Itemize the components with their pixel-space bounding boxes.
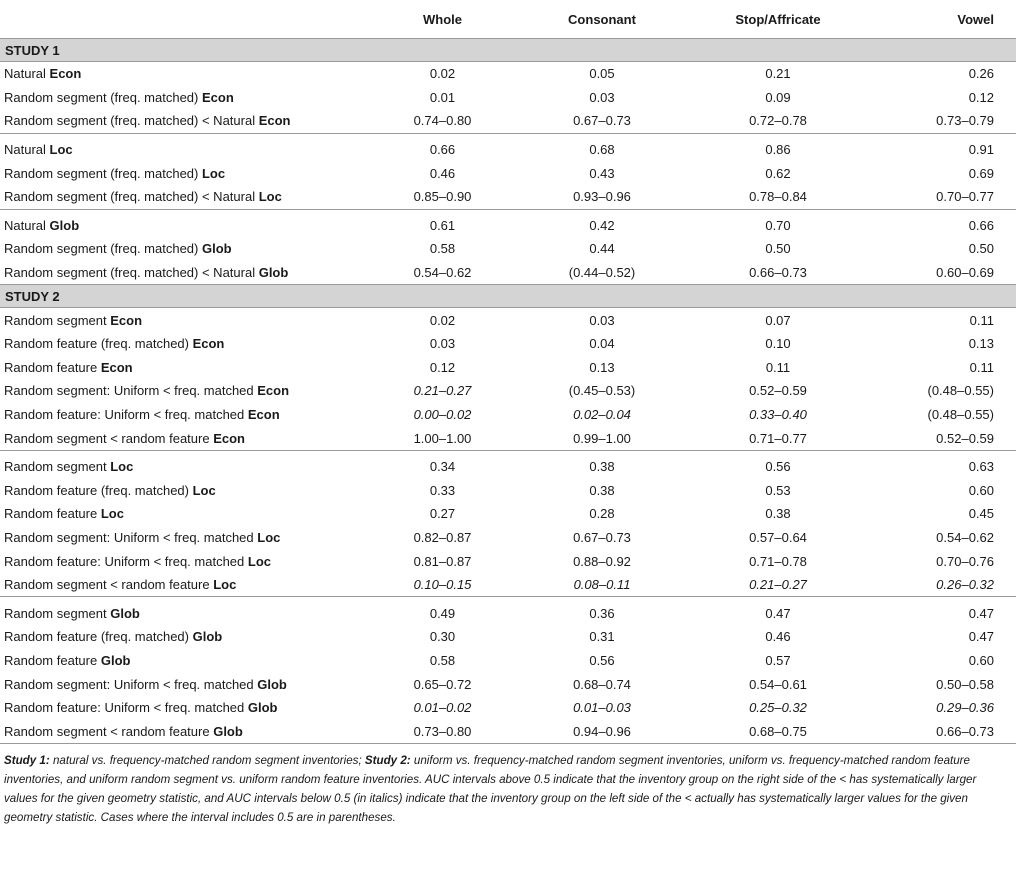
- table-row: [0, 426, 1016, 450]
- row-label: [0, 185, 370, 209]
- table-row: [0, 672, 1016, 696]
- table-row: [0, 237, 1016, 261]
- cell-vowel: 0.47: [968, 605, 994, 621]
- footnote-study1-label: Study 1:: [4, 754, 50, 768]
- row-label-statistic: Loc: [257, 529, 281, 545]
- cell-whole: 0.02: [429, 312, 456, 328]
- cell-consonant: 0.31: [589, 629, 615, 645]
- table-row: [0, 209, 1016, 237]
- row-label-statistic: Loc: [110, 459, 134, 475]
- cell-whole: 0.34: [429, 459, 456, 475]
- cell-consonant: 0.42: [589, 217, 615, 233]
- cell-vowel: 0.54–0.62: [936, 529, 994, 545]
- row-label: [0, 161, 370, 185]
- table-row: [0, 597, 1016, 625]
- row-label-statistic: Glob: [247, 700, 278, 716]
- cell-stop-affricate: 0.62: [765, 165, 791, 181]
- study-title: STUDY 2: [0, 285, 1016, 308]
- cell-whole: 0.85–0.90: [370, 185, 515, 209]
- cell-whole: 0.02: [429, 66, 456, 82]
- row-label: [0, 426, 370, 450]
- cell-stop-affricate: 0.68–0.75: [689, 719, 867, 743]
- cell-stop-affricate: 0.46: [765, 629, 791, 645]
- cell-consonant: 0.93–0.96: [515, 185, 689, 209]
- row-label-statistic: Glob: [258, 265, 289, 281]
- table-row: [0, 161, 1016, 185]
- cell-vowel: 0.63: [968, 459, 994, 475]
- cell-consonant: 0.99–1.00: [515, 426, 689, 450]
- cell-consonant: 0.03: [589, 89, 615, 105]
- row-label: [0, 549, 370, 573]
- row-label-text: Random segment: [4, 312, 111, 328]
- cell-vowel: 0.66–0.73: [867, 719, 1016, 743]
- row-label-text: Random segment (freq. matched): [4, 89, 202, 105]
- row-label: [0, 696, 370, 720]
- row-label-text: Random segment < random feature: [4, 577, 214, 593]
- cell-whole: 0.12: [429, 359, 456, 375]
- cell-consonant: 0.03: [589, 312, 615, 328]
- cell-stop-affricate: 0.56: [765, 459, 791, 475]
- cell-stop-affricate: 0.21–0.27: [689, 573, 867, 597]
- row-label-text: Random segment < random feature: [4, 723, 214, 739]
- row-label-statistic: Econ: [49, 66, 82, 82]
- cell-consonant: 0.67–0.73: [515, 109, 689, 133]
- row-label-statistic: Loc: [49, 142, 73, 158]
- cell-vowel: 0.73–0.79: [867, 109, 1016, 133]
- col-header-whole: Whole: [370, 0, 515, 39]
- cell-consonant: 0.88–0.92: [573, 553, 631, 569]
- row-label-statistic: Econ: [257, 383, 290, 399]
- cell-stop-affricate: 0.47: [765, 605, 791, 621]
- table-row: [0, 109, 1016, 133]
- cell-whole: 0.46: [429, 165, 456, 181]
- table-row: [0, 332, 1016, 356]
- row-label-text: Random feature (freq. matched): [4, 336, 193, 352]
- cell-stop-affricate: 0.09: [765, 89, 791, 105]
- row-label-statistic: Loc: [247, 553, 271, 569]
- table-header: [0, 0, 1016, 39]
- cell-whole: 0.58: [429, 241, 456, 257]
- row-label-text: Random feature: [4, 506, 101, 522]
- cell-vowel: 0.69: [968, 165, 994, 181]
- row-label: [0, 526, 370, 550]
- cell-vowel: 0.60: [968, 482, 994, 498]
- cell-vowel: 0.29–0.36: [936, 700, 994, 716]
- cell-vowel: 0.11: [969, 359, 994, 375]
- table-row: [0, 573, 1016, 597]
- study-header-row: [0, 285, 1016, 308]
- cell-whole: 0.03: [429, 336, 456, 352]
- cell-stop-affricate: 0.53: [765, 482, 791, 498]
- cell-whole: 0.27: [429, 506, 456, 522]
- table-row: [0, 502, 1016, 526]
- cell-whole: 0.65–0.72: [413, 676, 472, 692]
- row-label-statistic: Loc: [100, 506, 124, 522]
- cell-whole: 0.01: [429, 89, 456, 105]
- cell-whole: 0.73–0.80: [370, 719, 515, 743]
- cell-whole: 0.30: [429, 629, 456, 645]
- row-label: [0, 450, 370, 478]
- row-label: [0, 109, 370, 133]
- row-label-text: Random feature: [4, 359, 101, 375]
- cell-vowel: 0.70–0.77: [867, 185, 1016, 209]
- row-label-statistic: Loc: [201, 165, 226, 181]
- row-label: [0, 209, 370, 237]
- row-label: [0, 86, 370, 110]
- row-label: [0, 379, 370, 403]
- cell-stop-affricate: 0.86: [765, 142, 791, 158]
- cell-consonant: 0.67–0.73: [573, 529, 631, 545]
- cell-stop-affricate: 0.21: [765, 66, 791, 82]
- cell-stop-affricate: 0.11: [765, 359, 791, 375]
- table-row: [0, 719, 1016, 743]
- cell-consonant: 0.36: [589, 605, 615, 621]
- cell-stop-affricate: 0.07: [765, 312, 791, 328]
- row-label-statistic: Econ: [100, 359, 133, 375]
- cell-stop-affricate: 0.10: [765, 336, 791, 352]
- cell-consonant: 0.56: [589, 652, 615, 668]
- cell-consonant: 0.68: [589, 142, 615, 158]
- study-title: STUDY 1: [0, 39, 1016, 62]
- table-row: [0, 450, 1016, 478]
- cell-consonant: 0.43: [589, 165, 615, 181]
- row-label-statistic: Econ: [247, 407, 280, 423]
- col-header-stop-affricate: Stop/Affricate: [689, 0, 867, 39]
- row-label: [0, 133, 370, 161]
- table-row: [0, 549, 1016, 573]
- row-label-text: Natural: [4, 217, 50, 233]
- row-label: [0, 308, 370, 332]
- cell-whole: 0.49: [429, 605, 456, 621]
- cell-whole: 0.82–0.87: [413, 529, 472, 545]
- row-label-text: Random segment (freq. matched): [4, 165, 202, 181]
- row-label-text: Random segment: [4, 459, 111, 475]
- col-header-blank: [0, 0, 370, 39]
- row-label: [0, 237, 370, 261]
- cell-whole: 0.74–0.80: [370, 109, 515, 133]
- row-label-text: Random segment < random feature: [4, 430, 214, 446]
- row-label: [0, 403, 370, 427]
- row-label-text: Random segment: Uniform < freq. matched: [4, 529, 258, 545]
- row-label-statistic: Glob: [110, 605, 140, 621]
- row-label: [0, 649, 370, 673]
- row-label: [0, 62, 370, 86]
- row-label-statistic: Econ: [110, 312, 143, 328]
- row-label-text: Natural: [4, 142, 50, 158]
- cell-vowel: 0.26: [968, 66, 994, 82]
- cell-stop-affricate: 0.33–0.40: [749, 407, 807, 423]
- cell-stop-affricate: 0.25–0.32: [749, 700, 807, 716]
- row-label: [0, 356, 370, 380]
- cell-whole: 0.21–0.27: [413, 383, 472, 399]
- cell-stop-affricate: 0.54–0.61: [749, 676, 807, 692]
- row-label: [0, 719, 370, 743]
- row-label-statistic: Loc: [192, 482, 216, 498]
- cell-consonant: 0.94–0.96: [515, 719, 689, 743]
- row-label-text: Random feature: Uniform < freq. matched: [4, 700, 248, 716]
- cell-vowel: 0.66: [968, 217, 994, 233]
- cell-stop-affricate: 0.38: [765, 506, 791, 522]
- row-label-text: Random feature (freq. matched): [4, 629, 193, 645]
- row-label-statistic: Econ: [258, 113, 291, 129]
- table-row: [0, 356, 1016, 380]
- footnote-study1-text: natural vs. frequency-matched random segment inventories;: [52, 754, 365, 768]
- row-label-text: Random feature: [4, 652, 101, 668]
- footnote-study2-label: Study 2:: [364, 754, 411, 768]
- cell-consonant: 0.68–0.74: [573, 676, 631, 692]
- row-label-text: Random feature: Uniform < freq. matched: [4, 553, 248, 569]
- row-label-statistic: Glob: [257, 676, 287, 692]
- row-label-statistic: Glob: [213, 723, 243, 739]
- cell-vowel: 0.50–0.58: [936, 676, 994, 692]
- row-label-statistic: Glob: [192, 629, 223, 645]
- table-row: [0, 625, 1016, 649]
- cell-consonant: 0.01–0.03: [573, 700, 631, 716]
- row-label-text: Random segment: Uniform < freq. matched: [4, 383, 258, 399]
- row-label-statistic: Econ: [201, 89, 234, 105]
- table-row: [0, 62, 1016, 86]
- cell-vowel: 0.50: [968, 241, 994, 257]
- cell-whole: 0.01–0.02: [413, 700, 472, 716]
- cell-whole: 0.66: [429, 142, 456, 158]
- cell-stop-affricate: 0.57–0.64: [749, 529, 807, 545]
- row-label-statistic: Econ: [213, 430, 245, 446]
- cell-vowel: 0.91: [968, 142, 994, 158]
- table-row: [0, 379, 1016, 403]
- cell-consonant: 0.38: [589, 459, 615, 475]
- row-label: [0, 261, 370, 285]
- table-row: [0, 308, 1016, 332]
- cell-vowel: 0.11: [969, 312, 994, 328]
- cell-stop-affricate: 0.78–0.84: [689, 185, 867, 209]
- table-row: [0, 403, 1016, 427]
- table-row: [0, 649, 1016, 673]
- row-label-text: Random segment (freq. matched): [4, 241, 202, 257]
- cell-whole: 0.81–0.87: [413, 553, 472, 569]
- row-label: [0, 672, 370, 696]
- row-label-text: Random segment (freq. matched) < Natural: [4, 113, 259, 129]
- row-label-text: Random feature (freq. matched): [4, 482, 193, 498]
- cell-whole: 1.00–1.00: [370, 426, 515, 450]
- cell-consonant: (0.45–0.53): [568, 383, 636, 399]
- row-label-statistic: Glob: [49, 217, 80, 233]
- cell-stop-affricate: 0.50: [765, 241, 791, 257]
- row-label-text: Random segment (freq. matched) < Natural: [4, 265, 259, 281]
- cell-vowel: (0.48–0.55): [927, 407, 994, 423]
- table-row: [0, 526, 1016, 550]
- cell-whole: 0.58: [429, 652, 456, 668]
- table-row: [0, 185, 1016, 209]
- cell-stop-affricate: 0.66–0.73: [749, 265, 807, 281]
- table-footnote: [0, 744, 1016, 827]
- table-row: [0, 479, 1016, 503]
- cell-consonant: 0.05: [589, 66, 615, 82]
- cell-vowel: 0.45: [968, 506, 994, 522]
- cell-vowel: 0.47: [968, 629, 994, 645]
- cell-consonant: 0.38: [589, 482, 615, 498]
- cell-whole: 0.00–0.02: [413, 407, 472, 423]
- cell-consonant: 0.08–0.11: [515, 573, 689, 597]
- cell-vowel: 0.60–0.69: [936, 265, 994, 281]
- row-label: [0, 479, 370, 503]
- cell-vowel: 0.52–0.59: [867, 426, 1016, 450]
- row-label-statistic: Glob: [201, 241, 232, 257]
- cell-stop-affricate: 0.52–0.59: [749, 383, 807, 399]
- cell-stop-affricate: 0.70: [765, 217, 791, 233]
- cell-stop-affricate: 0.71–0.77: [689, 426, 867, 450]
- row-label: [0, 332, 370, 356]
- table-row: [0, 133, 1016, 161]
- table-row: [0, 696, 1016, 720]
- cell-vowel: 0.13: [968, 336, 994, 352]
- row-label-statistic: Econ: [192, 336, 225, 352]
- cell-stop-affricate: 0.72–0.78: [689, 109, 867, 133]
- footnote-study2-text: uniform vs. frequency-matched random segment inventories, uniform vs. frequency-matched random feature inventories, and uniform random segment vs. uniform random feature inventories. AUC intervals above 0.5 indicate that the inventory group on the right side of the < has systematically larger values for the given geometry statistic, and AUC intervals below 0.5 (in italics) indicate that the inventory group on the left side of the < actually has systematically larger values for the given geometry statistic. Cases where the interval includes 0.5 are in parentheses.: [4, 754, 977, 825]
- cell-consonant: 0.04: [589, 336, 615, 352]
- row-label: [0, 597, 370, 625]
- cell-consonant: 0.28: [589, 506, 615, 522]
- cell-stop-affricate: 0.57: [765, 652, 791, 668]
- cell-whole: 0.54–0.62: [413, 265, 472, 281]
- cell-vowel: 0.60: [968, 652, 994, 668]
- cell-consonant: 0.13: [589, 359, 615, 375]
- row-label: [0, 502, 370, 526]
- row-label-text: Random segment: Uniform < freq. matched: [4, 676, 258, 692]
- row-label: [0, 625, 370, 649]
- row-label-text: Natural: [4, 66, 50, 82]
- table-row: [0, 86, 1016, 110]
- cell-vowel: 0.26–0.32: [867, 573, 1016, 597]
- cell-vowel: (0.48–0.55): [927, 383, 994, 399]
- cell-whole: 0.33: [429, 482, 456, 498]
- cell-vowel: 0.12: [968, 89, 994, 105]
- col-header-consonant: Consonant: [515, 0, 689, 39]
- cell-whole: 0.10–0.15: [370, 573, 515, 597]
- table-row: [0, 261, 1016, 285]
- cell-whole: 0.61: [429, 217, 456, 233]
- col-header-vowel: Vowel: [867, 0, 1016, 39]
- table-body: [0, 39, 1016, 744]
- row-label-text: Random feature: Uniform < freq. matched: [4, 407, 248, 423]
- cell-consonant: 0.44: [589, 241, 615, 257]
- cell-consonant: (0.44–0.52): [568, 265, 636, 281]
- study-header-row: [0, 39, 1016, 62]
- row-label-statistic: Glob: [100, 652, 131, 668]
- row-label: [0, 573, 370, 597]
- row-label-statistic: Loc: [213, 577, 237, 593]
- cell-stop-affricate: 0.71–0.78: [749, 553, 807, 569]
- row-label-text: Random segment (freq. matched) < Natural: [4, 189, 259, 205]
- cell-vowel: 0.70–0.76: [936, 553, 994, 569]
- row-label-text: Random segment: [4, 605, 111, 621]
- cell-consonant: 0.02–0.04: [573, 407, 631, 423]
- row-label-statistic: Loc: [258, 189, 282, 205]
